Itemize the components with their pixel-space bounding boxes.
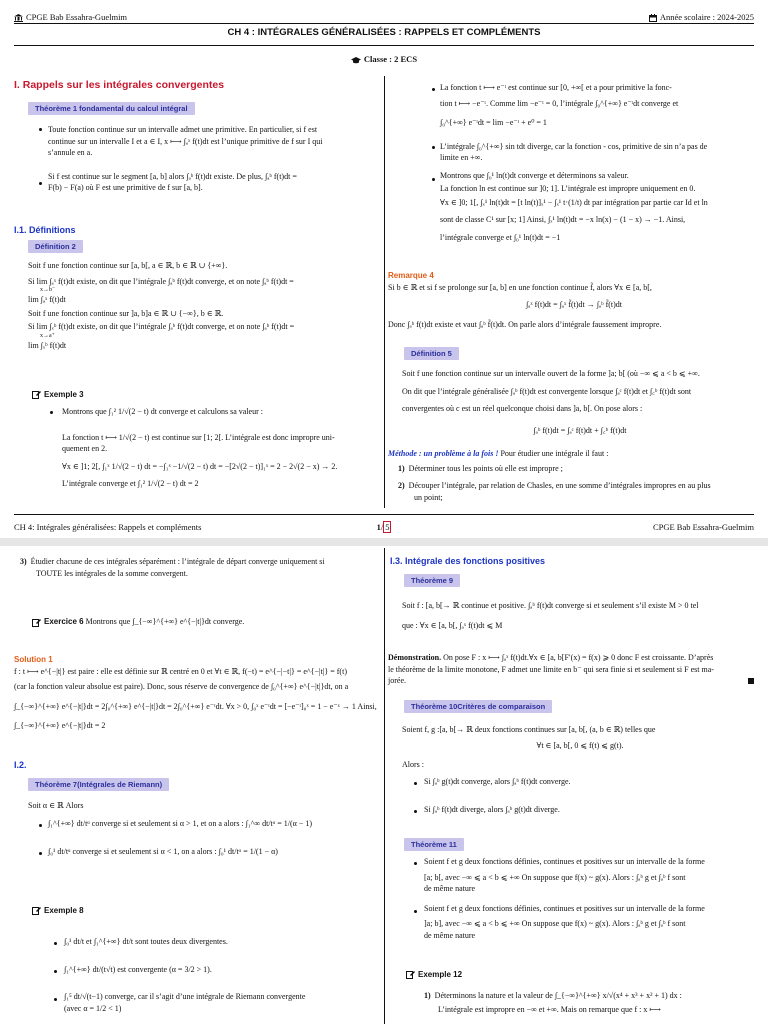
- definition-body: Soit f une fonction continue sur [a, b[, a ∈ ℝ, b ∈ ℝ ∪ {+∞}. Si lim ∫ₐˣ f(t)dt existe, on dit que l’intégrale ∫ₐᵇ f(t)dt converge, et on note ∫ₐᵇ f(t)dt = x→b⁻ lim ∫ₐˣ f(t)dt Soit f une fonction continue sur ]a, b]a ∈ ℝ ∪ {−∞}, b ∈ ℝ. Si lim ∫ₓᵇ f(t)dt existe, on dit que l’intégrale ∫ₐᵇ f(t)dt converge, et on note ∫ₐᵇ f(t)dt = x→a⁺ lim ∫ₓᵇ f(t)dt: [28, 261, 295, 350]
- pencil-note-icon: [32, 618, 41, 627]
- header-rule: [14, 23, 754, 24]
- theorem-body: Soient f, g :[a, b[→ ℝ deux fonctions continues sur [a, b[, (a, b ∈ ℝ) telles que ∀t ∈ [a, b[, 0 ⩽ f(t) ⩽ g(t). Alors :: [402, 725, 656, 769]
- example-body: ∫₀¹ dt/t et ∫₁^{+∞} dt/t sont toutes deux divergentes. ∫₁^{+∞} dt/(t√t) est convergente (α = 3/2 > 1). ∫₁⁵ dt/√(t−1) converge, car il s’agit d’une intégrale de Riemann convergente (avec α = 1/2 < 1): [64, 937, 306, 1013]
- definition-body: Soit f une fonction continue sur un intervalle ouvert de la forme ]a; b[ (où −∞ ⩽ a < b ⩽ +∞. On dit que l’intégrale généralisée ∫ₐᵇ f(t)dt est convergente lorsque ∫ₐᶜ f(t)dt et ∫꜀ᵇ f(t)dt sont convergentes où c est un réel quelconque choisi dans ]a, b[. On pose alors : ∫ₐᵇ f(t)dt = ∫ₐᶜ f(t)dt + ∫꜀ᵇ f(t)dt: [402, 369, 700, 435]
- subsection-heading: I.3. Intégrale des fonctions positives: [390, 556, 546, 566]
- qed-square: [748, 678, 754, 684]
- theorem-tag: Théorème 1 fondamental du calcul intégral: [28, 102, 195, 115]
- title-rule: [14, 45, 754, 46]
- comparison-list: Si ∫ₐᵇ g(t)dt converge, alors ∫ₐᵇ f(t)dt converge. Si ∫ₐᵇ f(t)dt diverge, alors ∫ₐᵇ g(t)dt diverge.: [424, 777, 571, 814]
- example-heading: Exemple 8: [32, 906, 84, 915]
- footer-right: CPGE Bab Essahra-Guelmim: [652, 522, 754, 532]
- solution-block: Solution 1 f : t ⟼ e^{−|t|} est paire : elle est définie sur ℝ centré en 0 et ∀t ∈ ℝ, f(−t) = e^{−|−t|} = e^{−|t|} = f(t) (car la fonction valeur absolue est paire). Donc, sous réserve de convergence de ∫₀^{+∞} e^{−|t|}dt, on a ∫_{−∞}^{+∞} e^{−|t|}dt = 2∫₀^{+∞} e^{−|t|}dt = 2∫₀^{+∞} e⁻ᵗdt. ∀x > 0, ∫₀ˣ e⁻ᵗdt = [−e⁻ᵗ]₀ˣ = 1 − e⁻ˣ → 1 Ainsi, ∫_{−∞}^{+∞} e^{−|t|}dt = 2: [14, 655, 377, 730]
- classe-label: Classe : 2 ECS: [0, 54, 768, 64]
- bullet: [54, 942, 57, 945]
- page-break: [0, 538, 768, 546]
- riemann-list: ∫₁^{+∞} dt/tᵅ converge si et seulement si α > 1, et on a alors : ∫₁^∞ dt/tᵅ = 1/(α − 1) ∫₀¹ dt/tᵅ converge si et seulement si α < 1, on a alors : ∫₀¹ dt/tᵅ = 1/(1 − α): [48, 819, 313, 856]
- bullet: [39, 824, 42, 827]
- example-heading: Exemple 3: [32, 390, 84, 399]
- theorem-body: Soit f : [a, b[→ ℝ continue et positive. ∫ₐᵇ f(t)dt converge si et seulement s’il existe M > 0 tel que : ∀x ∈ [a, b[, ∫ₐˣ f(t)dt ⩽ M: [402, 601, 699, 630]
- bullet: [414, 782, 417, 785]
- institution-icon: [14, 14, 23, 22]
- bullet: [432, 146, 435, 149]
- example-heading: Exemple 12: [406, 970, 462, 979]
- bullet: [39, 182, 42, 185]
- definition-tag: Définition 2: [28, 240, 83, 253]
- header-year: Année scolaire : 2024-2025: [649, 12, 754, 22]
- subsection-heading: I.1. Définitions: [14, 225, 76, 235]
- theorem-tag: Théorème 10Critères de comparaison: [404, 700, 552, 713]
- pencil-note-icon: [32, 906, 41, 915]
- bullet: [54, 970, 57, 973]
- theorem-tag: Théorème 11: [404, 838, 464, 851]
- chapter-title: CH 4 : INTÉGRALES GÉNÉRALISÉES : RAPPELS ET COMPLÉMENTS: [227, 27, 541, 38]
- equivalence-list: Soient f et g deux fonctions définies, continues et positives sur un intervalle de la forme [a; b[, avec −∞ ⩽ a < b ⩽ +∞ On suppose que f(x) ~ g(x). Alors : ∫ₐᵇ g et ∫ₐᵇ f sont de même nature Soient f et g deux fonctions définies, continues et positives sur un intervalle de la forme ]a; b], avec −∞ ⩽ a < b ⩽ +∞ On suppose que f(x) ~ g(x). Alors : ∫ₐᵇ g et ∫ₐᵇ f sont de même nature: [424, 857, 705, 940]
- definition-tag: Définition 5: [404, 347, 459, 360]
- method-continued: 3) Étudier chacune de ces intégrales séparément : l’intégrale de départ converge uniquement si TOUTE les intégrales de la somme convergent.: [20, 557, 325, 578]
- theorem-body: Soit α ∈ ℝ Alors: [28, 801, 84, 810]
- bullet: [432, 178, 435, 181]
- exercise-block: Exercice 6 Montrons que ∫_{−∞}^{+∞} e^{−|t|}dt converge.: [32, 616, 372, 628]
- page-number: 1/ 5: [376, 522, 390, 532]
- bullet: [432, 88, 435, 91]
- theorem-body: Toute fonction continue sur un intervalle admet une primitive. En particulier, si f est continue sur un intervalle I et a ∈ I, x ⟼ ∫ₐˣ f(t)dt est l’unique primitive de f sur I qui s’annule en a. Si f est continue sur le segment [a, b] alors ∫ₐᵇ f(t)dt existe. De plus, ∫ₐᵇ f(t)dt = F(b) − F(a) où F est une primitive de f sur [a, b].: [48, 125, 323, 192]
- pencil-note-icon: [32, 390, 41, 399]
- page1-right-column: La fonction t ⟼ e⁻ᵗ est continue sur [0, +∞[ et a pour primitive la fonc- tion t ⟼ −e⁻ᵗ. Comme lim −e⁻ᵗ = 0, l’intégrale ∫₀^{+∞} e⁻ᵗdt converge et ∫₀^{+∞} e⁻ᵗdt = lim −e⁻ᵗ + e⁰ = 1 L’intégrale ∫₀^{+∞} sin tdt diverge, car la fonction - cos, primitive de sin n’a pas de limite en +∞. Montrons que ∫₀¹ ln(t)dt converge et déterminons sa valeur. La fonction ln est continue sur ]0; 1]. L’intégrale est impropre uniquement en 0. ∀x ∈ ]0; 1[, ∫ₓ¹ ln(t)dt = [t ln(t)]ₓ¹ − ∫ₓ¹ t·(1/t) dt par intégration par partie car Id et ln sont de classe C¹ sur [x; 1] Ainsi, ∫ₓ¹ ln(t)dt = −x ln(x) − (1 − x) → −1. Ainsi, l’intégrale converge et ∫₀¹ ln(t)dt = −1: [440, 83, 708, 242]
- graduation-cap-icon: [351, 57, 361, 64]
- example-body: 1) Déterminons la nature et la valeur de ∫_{−∞}^{+∞} x/√(x⁴ + x³ + x² + 1) dx : L’intégrale est impropre en −∞ et +∞. Mais on remarque que f : x ⟼: [424, 991, 682, 1014]
- footer-left: CH 4: Intégrales généralisées: Rappels et compléments: [14, 522, 202, 532]
- column-divider: [384, 76, 385, 508]
- header-school: CPGE Bab Essahra-Guelmim: [14, 12, 127, 22]
- footer-rule: [14, 514, 754, 515]
- bullet: [414, 862, 417, 865]
- calendar-icon: [649, 14, 657, 22]
- bullet: [39, 852, 42, 855]
- theorem-tag: Théorème 7(Intégrales de Riemann): [28, 778, 169, 791]
- bullet: [39, 128, 42, 131]
- pencil-note-icon: [406, 970, 415, 979]
- bullet: [50, 411, 53, 414]
- subsection-heading: I.2.: [14, 760, 27, 770]
- column-divider: [384, 548, 385, 1024]
- remark-block: Remarque 4 Si b ∈ ℝ et si f se prolonge sur [a, b] en une fonction continue f̃, alors ∀x ∈ [a, b[, ∫ₐˣ f(t)dt = ∫ₐˣ f̃(t)dt → ∫ₐᵇ f̃(t)dt Donc ∫ₐᵇ f(t)dt existe et vaut ∫ₐᵇ f̃(t)dt. On parle alors d’intégrale faussement impropre.: [388, 271, 662, 329]
- proof-block: Démonstration. On pose F : x ⟼ ∫ₐˣ f(t)dt.∀x ∈ [a, b[F′(x) = f(x) ⩾ 0 donc F est croissante. D’après le théorème de la limite monotone, F admet une limite en b⁻ qui sera finie si et seulement si F est ma- jorée.: [388, 653, 714, 685]
- bullet: [414, 910, 417, 913]
- method-block: Méthode : un problème à la fois ! Pour étudier une intégrale il faut : 1) Déterminer tous les points où elle est impropre ; 2) Découper l’intégrale, par relation de Chasles, en une somme d’intégrales impropres en au plus un point;: [388, 449, 711, 502]
- bullet: [54, 998, 57, 1001]
- section-heading: I. Rappels sur les intégrales convergentes: [14, 79, 225, 91]
- theorem-tag: Théorème 9: [404, 574, 460, 587]
- bullet: [414, 810, 417, 813]
- example-body: Montrons que ∫₁² 1/√(2 − t) dt converge et calculons sa valeur : La fonction t ⟼ 1/√(2 − t) est continue sur [1; 2[. L’intégrale est donc impropre uni- quement en 2. ∀x ∈ ]1; 2[, ∫₁ˣ 1/√(2 − t) dt = −∫₁ˣ −1/√(2 − t) dt = −[2√(2 − t)]₁ˣ = 2 − 2√(2 − x) → 2. L’intégrale converge et ∫₁² 1/√(2 − t) dt = 2: [62, 407, 338, 488]
